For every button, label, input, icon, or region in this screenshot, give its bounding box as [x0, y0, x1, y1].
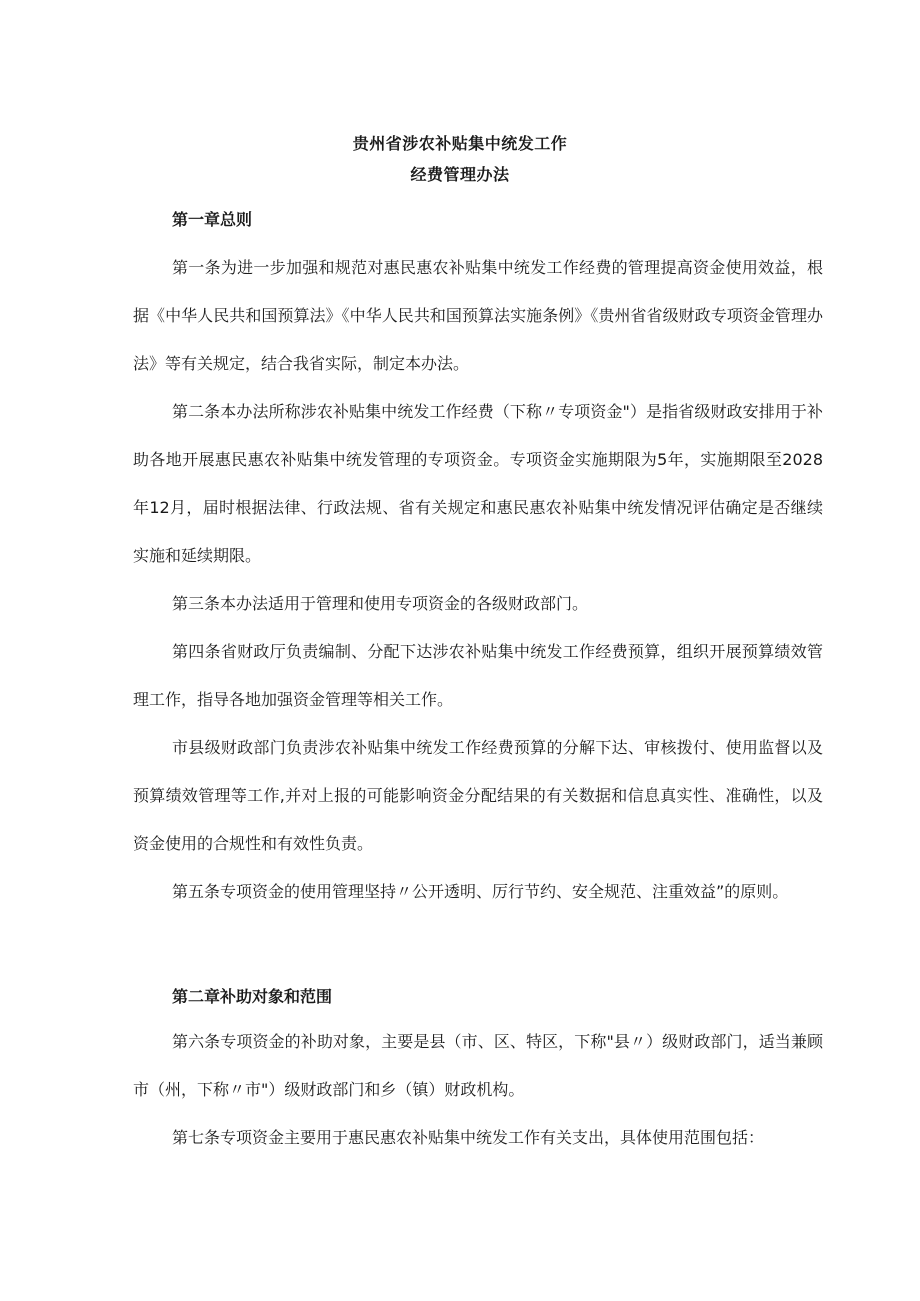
article-1-paragraph: 第一条为进一步加强和规范对惠民惠农补贴集中统发工作经费的管理提高资金使用效益，根据《中华人民共和国预算法》《中华人民共和国预算法实施条例》《贵州省省级财政专项资金管理办法》等有关规定，结合我省实际，制定本办法。 [133, 258, 823, 373]
chapter-1-heading: 第一章总则 [172, 210, 253, 229]
document-title-line-2: 经费管理办法 [410, 165, 510, 184]
chapter-2-heading: 第二章补助对象和范围 [172, 987, 333, 1006]
article-6-paragraph: 第六条专项资金的补助对象，主要是县（市、区、特区，下称"县〃）级财政部门，适当兼顾市（州，下称〃市"）级财政部门和乡（镇）财政机构。 [133, 1032, 823, 1099]
document-title-line-1: 贵州省涉农补贴集中统发工作 [352, 134, 568, 153]
article-4-continuation-paragraph: 市县级财政部门负责涉农补贴集中统发工作经费预算的分解下达、审核拨付、使用监督以及预算绩效管理等工作,并对上报的可能影响资金分配结果的有关数据和信息真实性、准确性，以及资金使用的合规性和有效性负责。 [133, 738, 823, 853]
article-5-paragraph: 第五条专项资金的使用管理坚持〃公开透明、厉行节约、安全规范、注重效益”的原则。 [172, 882, 789, 901]
article-3-paragraph: 第三条本办法适用于管理和使用专项资金的各级财政部门。 [172, 594, 589, 613]
article-2-paragraph: 第二条本办法所称涉农补贴集中统发工作经费（下称〃专项资金"）是指省级财政安排用于补助各地开展惠民惠农补贴集中统发管理的专项资金。专项资金实施期限为5年，实施期限至2028年12月，届时根据法律、行政法规、省有关规定和惠民惠农补贴集中统发情况评估确定是否继续实施和延续期限。 [133, 402, 823, 565]
article-7-paragraph: 第七条专项资金主要用于惠民惠农补贴集中统发工作有关支出，具体使用范围包括： [172, 1128, 765, 1147]
article-4-paragraph: 第四条省财政厅负责编制、分配下达涉农补贴集中统发工作经费预算，组织开展预算绩效管理工作，指导各地加强资金管理等相关工作。 [133, 642, 823, 709]
